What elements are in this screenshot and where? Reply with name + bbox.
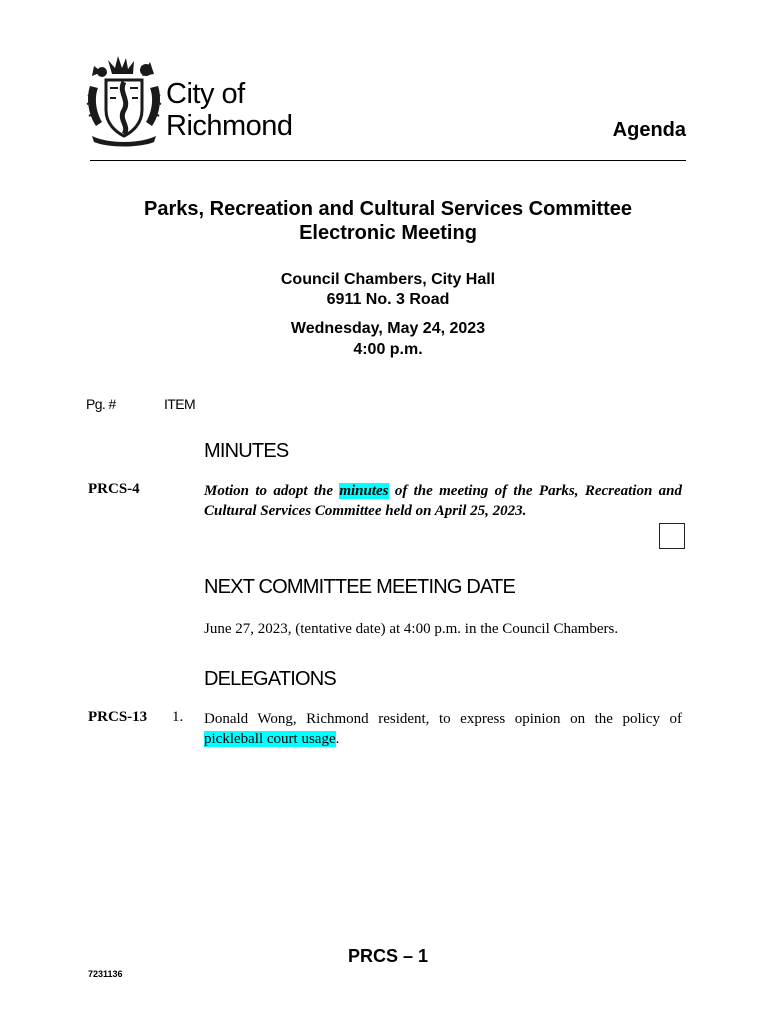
section-heading-delegations: DELEGATIONS: [204, 668, 336, 690]
page-ref-delegations: PRCS-13: [88, 709, 148, 725]
meeting-date: Wednesday, May 24, 2023: [290, 320, 486, 337]
location-venue: Council Chambers, City Hall: [280, 271, 496, 288]
page-number: PRCS – 1: [347, 946, 429, 966]
column-header-page: Pg. #: [86, 396, 116, 412]
section-heading-next-meeting: NEXT COMMITTEE MEETING DATE: [204, 576, 516, 598]
header-divider: [90, 160, 686, 161]
next-meeting-text: June 27, 2023, (tentative date) at 4:00 p.m. in the Council Chambers.: [204, 621, 619, 637]
checkbox-icon[interactable]: [659, 523, 685, 549]
document-id: 7231136: [88, 969, 123, 979]
meeting-type: Electronic Meeting: [299, 222, 477, 244]
logo-text-city-of: City of: [166, 78, 245, 110]
page-ref-minutes: PRCS-4: [88, 481, 140, 497]
committee-title: Parks, Recreation and Cultural Services Committee: [144, 198, 632, 220]
logo-text-richmond: Richmond: [166, 110, 293, 142]
meeting-time: 4:00 p.m.: [353, 341, 423, 358]
city-crest-icon: [84, 52, 164, 148]
highlight-pickleball: pickleball court usage: [204, 731, 336, 747]
column-header-item: ITEM: [164, 396, 196, 412]
location-address: 6911 No. 3 Road: [326, 291, 450, 308]
delegation-item-number: 1.: [172, 709, 184, 725]
delegation-text: Donald Wong, Richmond resident, to express opinion on the policy of pickleball court usage.: [204, 711, 682, 747]
minutes-motion: Motion to adopt the minutes of the meeting of the Parks, Recreation and Cultural Services Committee held on April 25, 2023.: [204, 483, 682, 519]
agenda-label: Agenda: [612, 119, 686, 141]
highlight-minutes: minutes: [339, 483, 389, 499]
section-heading-minutes: MINUTES: [204, 440, 289, 462]
